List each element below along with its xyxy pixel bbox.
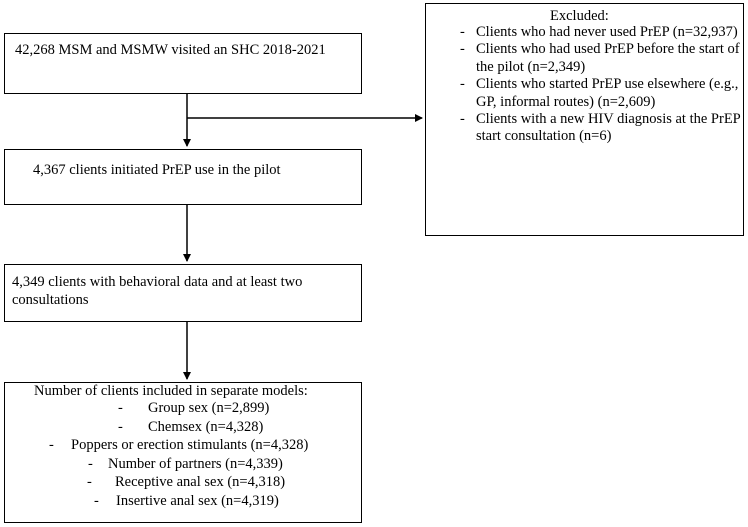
model-item <box>5 419 361 438</box>
step3-text-line1: 4,349 clients with behavioral data and at least two <box>12 274 303 290</box>
excluded-item <box>432 76 748 111</box>
model-item <box>5 493 361 512</box>
model-label: Receptive anal sex (n=4,318) <box>115 474 286 490</box>
dash-mark: - <box>49 437 54 453</box>
step4-title: Number of clients included in separate models: <box>34 383 308 399</box>
model-list <box>5 400 361 511</box>
dash-mark: - <box>87 474 92 490</box>
excluded-item-text: Clients who started PrEP use elsewhere (e.g., GP, informal routes) (n=2,609) <box>476 76 739 110</box>
excluded-item <box>432 41 748 76</box>
model-label: Group sex (n=2,899) <box>148 400 270 416</box>
excluded-item-text: Clients who had used PrEP before the start of the pilot (n=2,349) <box>476 41 740 75</box>
step2-text: 4,367 clients initiated PrEP use in the pilot <box>33 162 281 178</box>
dash-mark: - <box>118 418 123 435</box>
excluded-list <box>432 24 748 146</box>
excluded-item-text: Clients with a new HIV diagnosis at the PrEP start consultation (n=6) <box>476 111 741 145</box>
model-label: Chemsex (n=4,328) <box>148 418 264 435</box>
excluded-item <box>432 111 748 146</box>
model-label: Poppers or erection stimulants (n=4,328) <box>71 437 309 453</box>
dash-mark: - <box>460 24 465 40</box>
model-item <box>5 474 361 493</box>
box-behavioral-data <box>4 264 362 322</box>
dash-mark: - <box>460 41 465 58</box>
dash-mark: - <box>460 76 465 93</box>
box-initiated-prep <box>4 149 362 205</box>
model-item <box>5 456 361 475</box>
box-excluded <box>425 3 744 236</box>
step1-text: 42,268 MSM and MSMW visited an SHC 2018-2021 <box>15 42 326 58</box>
box-visited-shc <box>4 33 362 94</box>
box-separate-models <box>4 382 362 523</box>
excluded-title: Excluded: <box>550 8 609 24</box>
model-label: Number of partners (n=4,339) <box>108 455 283 472</box>
step3-text-line2: consultations <box>12 292 89 308</box>
excluded-item <box>432 24 748 41</box>
dash-mark: - <box>94 492 99 509</box>
excluded-item-text: Clients who had never used PrEP (n=32,937) <box>476 24 738 40</box>
model-item <box>5 437 361 456</box>
dash-mark: - <box>88 455 93 472</box>
model-item <box>5 400 361 419</box>
dash-mark: - <box>460 111 465 128</box>
model-label: Insertive anal sex (n=4,319) <box>116 492 279 509</box>
dash-mark: - <box>118 400 123 416</box>
